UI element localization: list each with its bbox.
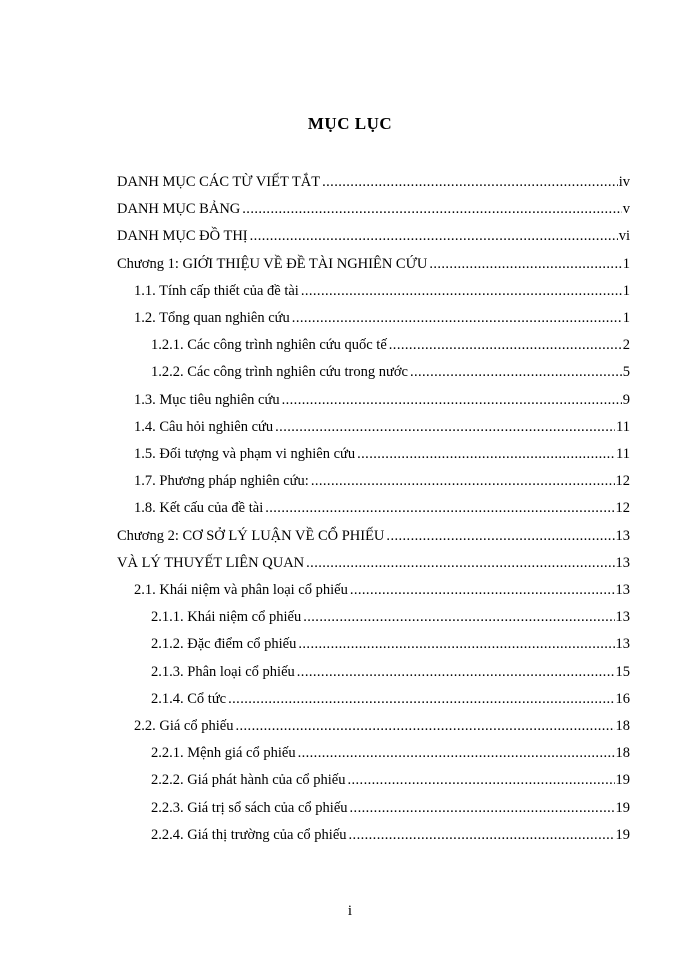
toc-entry-page: 15 [615,663,630,680]
toc-dot-leader [297,662,615,682]
toc-entry-page: v [622,201,630,218]
toc-entry-label: 2.2. Giá cổ phiếu [134,718,234,734]
toc-dot-leader [349,825,615,845]
toc-entry[interactable] [134,580,630,600]
toc-entry[interactable] [117,199,630,219]
toc-dot-leader [292,308,622,328]
toc-entry-page: 18 [615,745,630,762]
toc-entry-label: 1.5. Đối tượng và phạm vi nghiên cứu [134,446,356,462]
toc-entry-label: 2.1.1. Khái niệm cổ phiếu [151,609,302,626]
toc-dot-leader [322,172,618,192]
toc-dot-leader [228,689,614,709]
toc-entry-page: 9 [622,391,630,408]
toc-entry[interactable] [151,607,630,627]
toc-entry-label: DANH MỤC ĐỒ THỊ [117,228,248,245]
toc-dot-leader [347,770,614,790]
toc-entry[interactable] [134,716,630,736]
page-number: i [347,903,353,919]
toc-entry[interactable] [134,444,630,464]
toc-entry[interactable] [134,417,630,437]
toc-entry-label: 1.2.1. Các công trình nghiên cứu quốc tế [151,337,387,354]
toc-entry-label: 2.1. Khái niệm và phân loại cổ phiếu [134,582,348,598]
toc-entry-page: 2 [622,337,630,354]
toc-dot-leader [389,335,622,355]
toc-dot-leader [410,362,622,382]
toc-entry-page: 11 [616,446,630,462]
toc-entry[interactable] [134,308,630,328]
toc-dot-leader [350,580,615,600]
toc-entry-page: 1 [622,255,630,272]
toc-dot-leader [306,553,614,573]
toc-dot-leader [242,199,621,219]
toc-dot-leader [298,634,614,654]
toc-entry[interactable] [117,526,630,546]
toc-entry-label: VÀ LÝ THUYẾT LIÊN QUAN [117,554,305,571]
toc-entry[interactable] [134,471,630,491]
toc-entry-label: 1.2.2. Các công trình nghiên cứu trong nước [151,364,408,381]
toc-entry-label: 1.4. Câu hỏi nghiên cứu [134,418,274,435]
toc-entry[interactable] [117,226,630,246]
toc-dot-leader [282,390,622,410]
toc-entry-page: 16 [615,690,630,707]
toc-entry-label: 2.2.4. Giá thị trường của cổ phiếu [151,826,347,843]
toc-entry[interactable] [151,634,630,654]
toc-dot-leader [235,716,614,736]
toc-entry-label: 2.2.1. Mệnh giá cổ phiếu [151,745,296,762]
toc-entry-page: 12 [615,500,630,517]
toc-dot-leader [301,281,622,301]
toc-entry-page: 19 [615,799,630,816]
toc-entry[interactable] [151,662,630,682]
toc-dot-leader [303,607,614,627]
toc-entry-page: iv [618,174,630,190]
toc-entry-label: 1.2. Tổng quan nghiên cứu [134,310,290,326]
toc-entry-page: 1 [622,282,630,299]
toc-entry-page: 13 [615,554,630,571]
toc-entry[interactable] [151,743,630,763]
toc-entry[interactable] [117,254,630,274]
toc-entry-label: 1.1. Tính cấp thiết của đề tài [134,282,299,299]
toc-entry[interactable] [151,825,630,845]
toc-entry-page: 13 [615,527,630,544]
toc-entry-label: 1.8. Kết cấu của đề tài [134,500,264,517]
toc-entry-page: 12 [615,473,630,490]
toc-entry-page: 13 [615,582,630,598]
toc-entry-label: 1.3. Mục tiêu nghiên cứu [134,391,280,408]
toc-entry-label: DANH MỤC CÁC TỪ VIẾT TẮT [117,174,321,190]
toc-dot-leader [275,417,615,437]
toc-entry-page: 19 [615,772,630,789]
toc-entry[interactable] [134,498,630,518]
toc-entry[interactable] [151,689,630,709]
page-title: MỤC LỤC [307,114,393,133]
toc-entry[interactable] [134,390,630,410]
toc-entry-page: 5 [622,364,630,381]
toc-dot-leader [386,526,614,546]
toc-entry-page: 13 [615,636,630,653]
toc-entry-label: 2.1.4. Cổ tức [151,690,227,707]
toc-entry-label: 2.1.2. Đặc điểm cổ phiếu [151,636,297,653]
toc-entry-label: 2.2.3. Giá trị sổ sách của cổ phiếu [151,799,348,816]
toc-entry-label: 1.7. Phương pháp nghiên cứu: [134,473,309,490]
toc-entry-page: 1 [622,310,630,326]
toc-entry-label: DANH MỤC BẢNG [117,201,241,218]
toc-entry-page: 11 [616,418,630,435]
toc-entry[interactable] [151,362,630,382]
toc-entry[interactable] [117,553,630,573]
toc-dot-leader [311,471,615,491]
toc-entry-label: Chương 2: CƠ SỞ LÝ LUẬN VỀ CỔ PHIẾU [117,527,385,544]
toc-entry[interactable] [151,798,630,818]
toc-entry-page: vi [618,228,630,245]
toc-dot-leader [350,798,615,818]
toc-entry[interactable] [134,281,630,301]
toc-entry[interactable] [151,770,630,790]
toc-entry-page: 19 [615,826,630,843]
toc-dot-leader [429,254,621,274]
toc-entry[interactable] [151,335,630,355]
toc-entry-page: 13 [615,609,630,626]
toc-dot-leader [250,226,618,246]
toc-dot-leader [357,444,615,464]
toc-entry-label: 2.1.3. Phân loại cổ phiếu [151,663,295,680]
toc-dot-leader [298,743,615,763]
toc-entry-label: 2.2.2. Giá phát hành của cổ phiếu [151,772,346,789]
toc-entry-label: Chương 1: GIỚI THIỆU VỀ ĐỀ TÀI NGHIÊN CỨU [117,255,428,272]
toc-entry[interactable] [117,172,630,192]
toc-entry-page: 18 [615,718,630,734]
toc-dot-leader [265,498,614,518]
